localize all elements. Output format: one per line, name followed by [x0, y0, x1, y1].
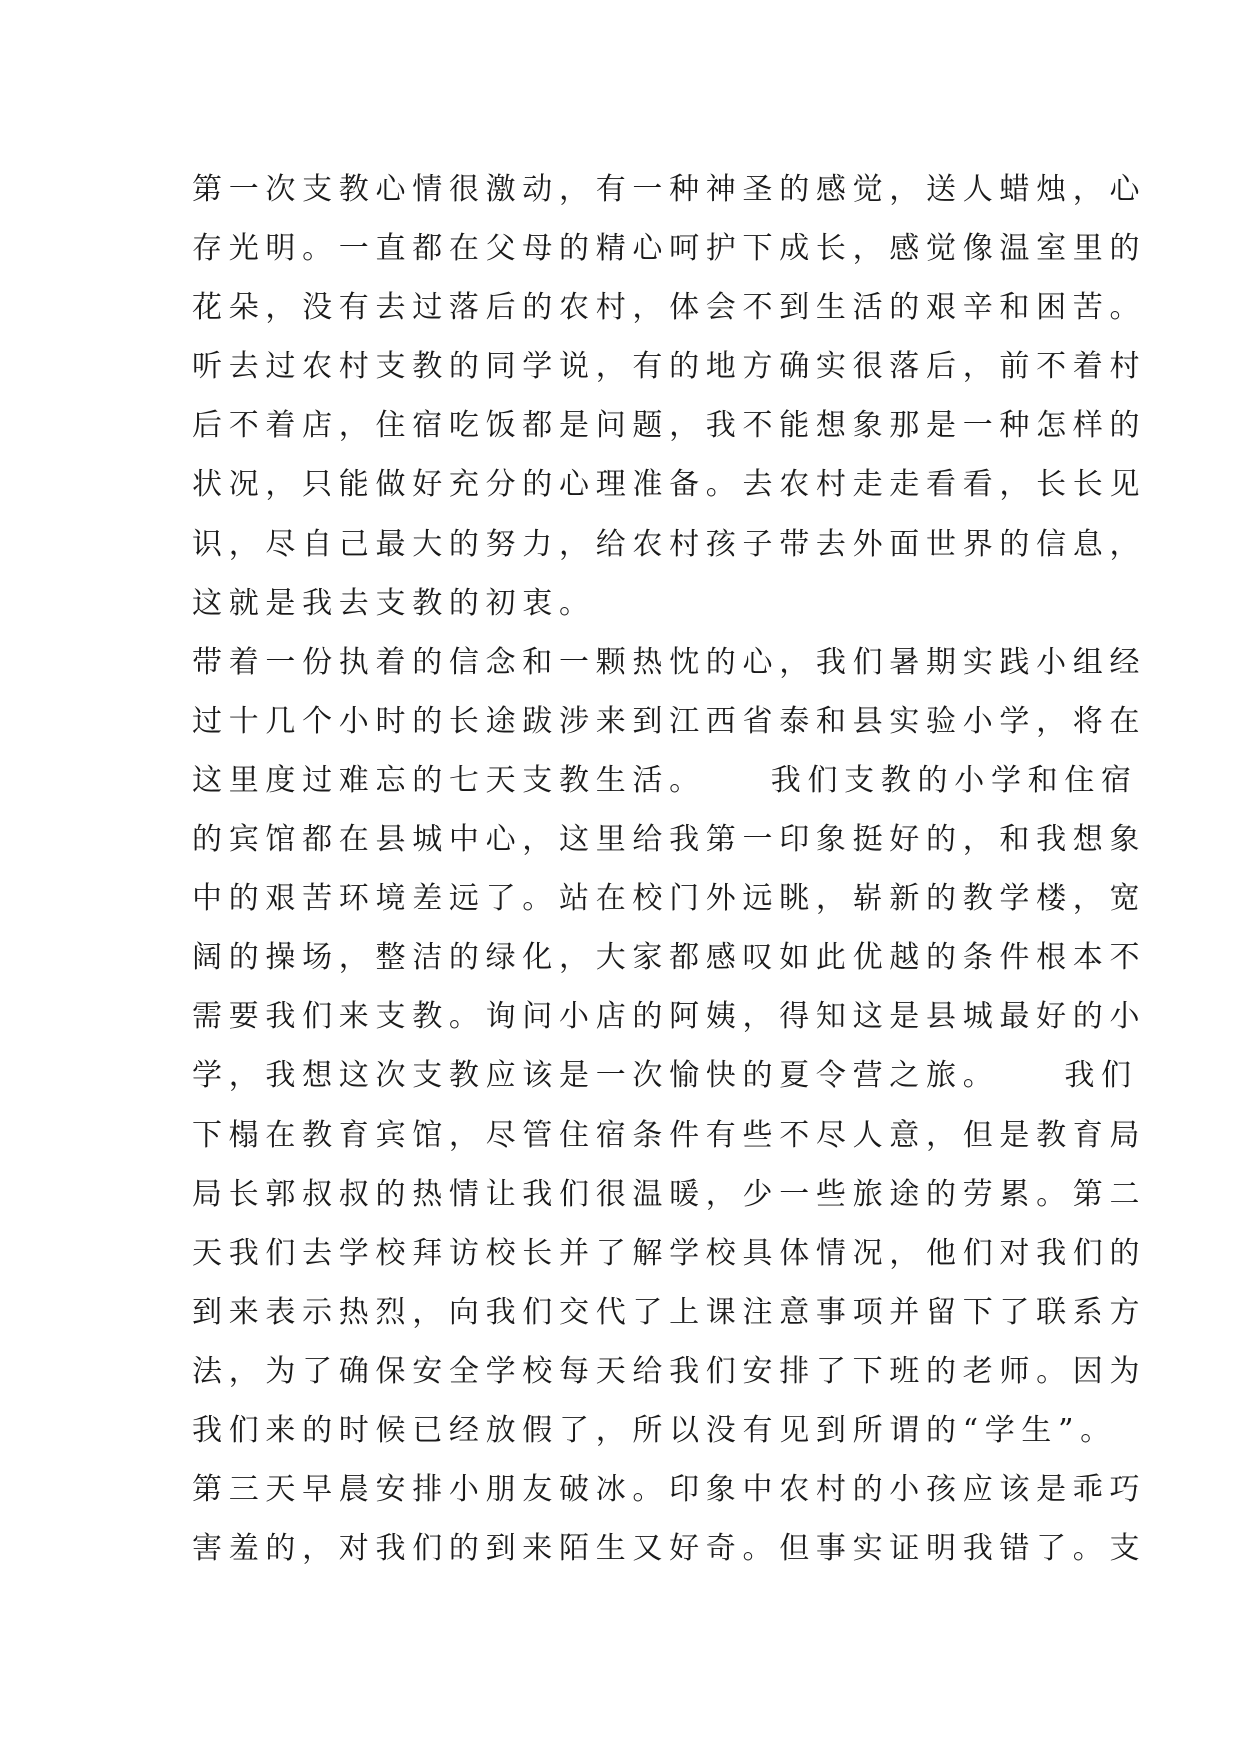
text-line: 带着一份执着的信念和一颗热忱的心，我们暑期实践小组经	[192, 644, 1147, 680]
text-line: 法，为了确保安全学校每天给我们安排了下班的老师。因为	[192, 1353, 1147, 1389]
text-line: 天我们去学校拜访校长并了解学校具体情况，他们对我们的	[192, 1235, 1147, 1271]
text-line: 第三天早晨安排小朋友破冰。印象中农村的小孩应该是乖巧	[192, 1472, 1147, 1508]
text-line: 到来表示热烈，向我们交代了上课注意事项并留下了联系方	[192, 1294, 1147, 1330]
text-line: 害羞的，对我们的到来陌生又好奇。但事实证明我错了。支	[192, 1531, 1147, 1567]
text-line: 的宾馆都在县城中心，这里给我第一印象挺好的，和我想象	[192, 822, 1147, 858]
text-line: 我们来的时候已经放假了，所以没有见到所谓的“学生”。	[192, 1412, 1117, 1448]
text-line: 过十几个小时的长途跋涉来到江西省泰和县实验小学，将在	[192, 703, 1147, 739]
text-line: 听去过农村支教的同学说，有的地方确实很落后，前不着村	[192, 349, 1147, 385]
text-line: 花朵，没有去过落后的农村，体会不到生活的艰辛和困苦。	[192, 290, 1147, 326]
text-line: 学，我想这次支教应该是一次愉快的夏令营之旅。 我们	[192, 1058, 1138, 1094]
text-line: 需要我们来支教。询问小店的阿姨，得知这是县城最好的小	[192, 999, 1147, 1035]
text-line: 中的艰苦环境差远了。站在校门外远眺，崭新的教学楼，宽	[192, 881, 1147, 917]
text-line: 存光明。一直都在父母的精心呵护下成长，感觉像温室里的	[192, 231, 1147, 267]
text-line: 下榻在教育宾馆，尽管住宿条件有些不尽人意，但是教育局	[192, 1117, 1147, 1153]
text-line: 这里度过难忘的七天支教生活。 我们支教的小学和住宿	[192, 762, 1138, 798]
text-line: 状况，只能做好充分的心理准备。去农村走走看看，长长见	[192, 467, 1147, 503]
text-line: 后不着店，住宿吃饭都是问题，我不能想象那是一种怎样的	[192, 408, 1147, 444]
text-line: 阔的操场，整洁的绿化，大家都感叹如此优越的条件根本不	[192, 940, 1147, 976]
text-line: 这就是我去支教的初衷。	[192, 585, 596, 621]
text-line: 局长郭叔叔的热情让我们很温暖，少一些旅途的劳累。第二	[192, 1176, 1147, 1212]
text-line: 识，尽自己最大的努力，给农村孩子带去外面世界的信息，	[192, 526, 1147, 562]
text-line: 第一次支教心情很激动，有一种神圣的感觉，送人蜡烛，心	[192, 172, 1147, 207]
body-text	[192, 160, 1147, 1578]
